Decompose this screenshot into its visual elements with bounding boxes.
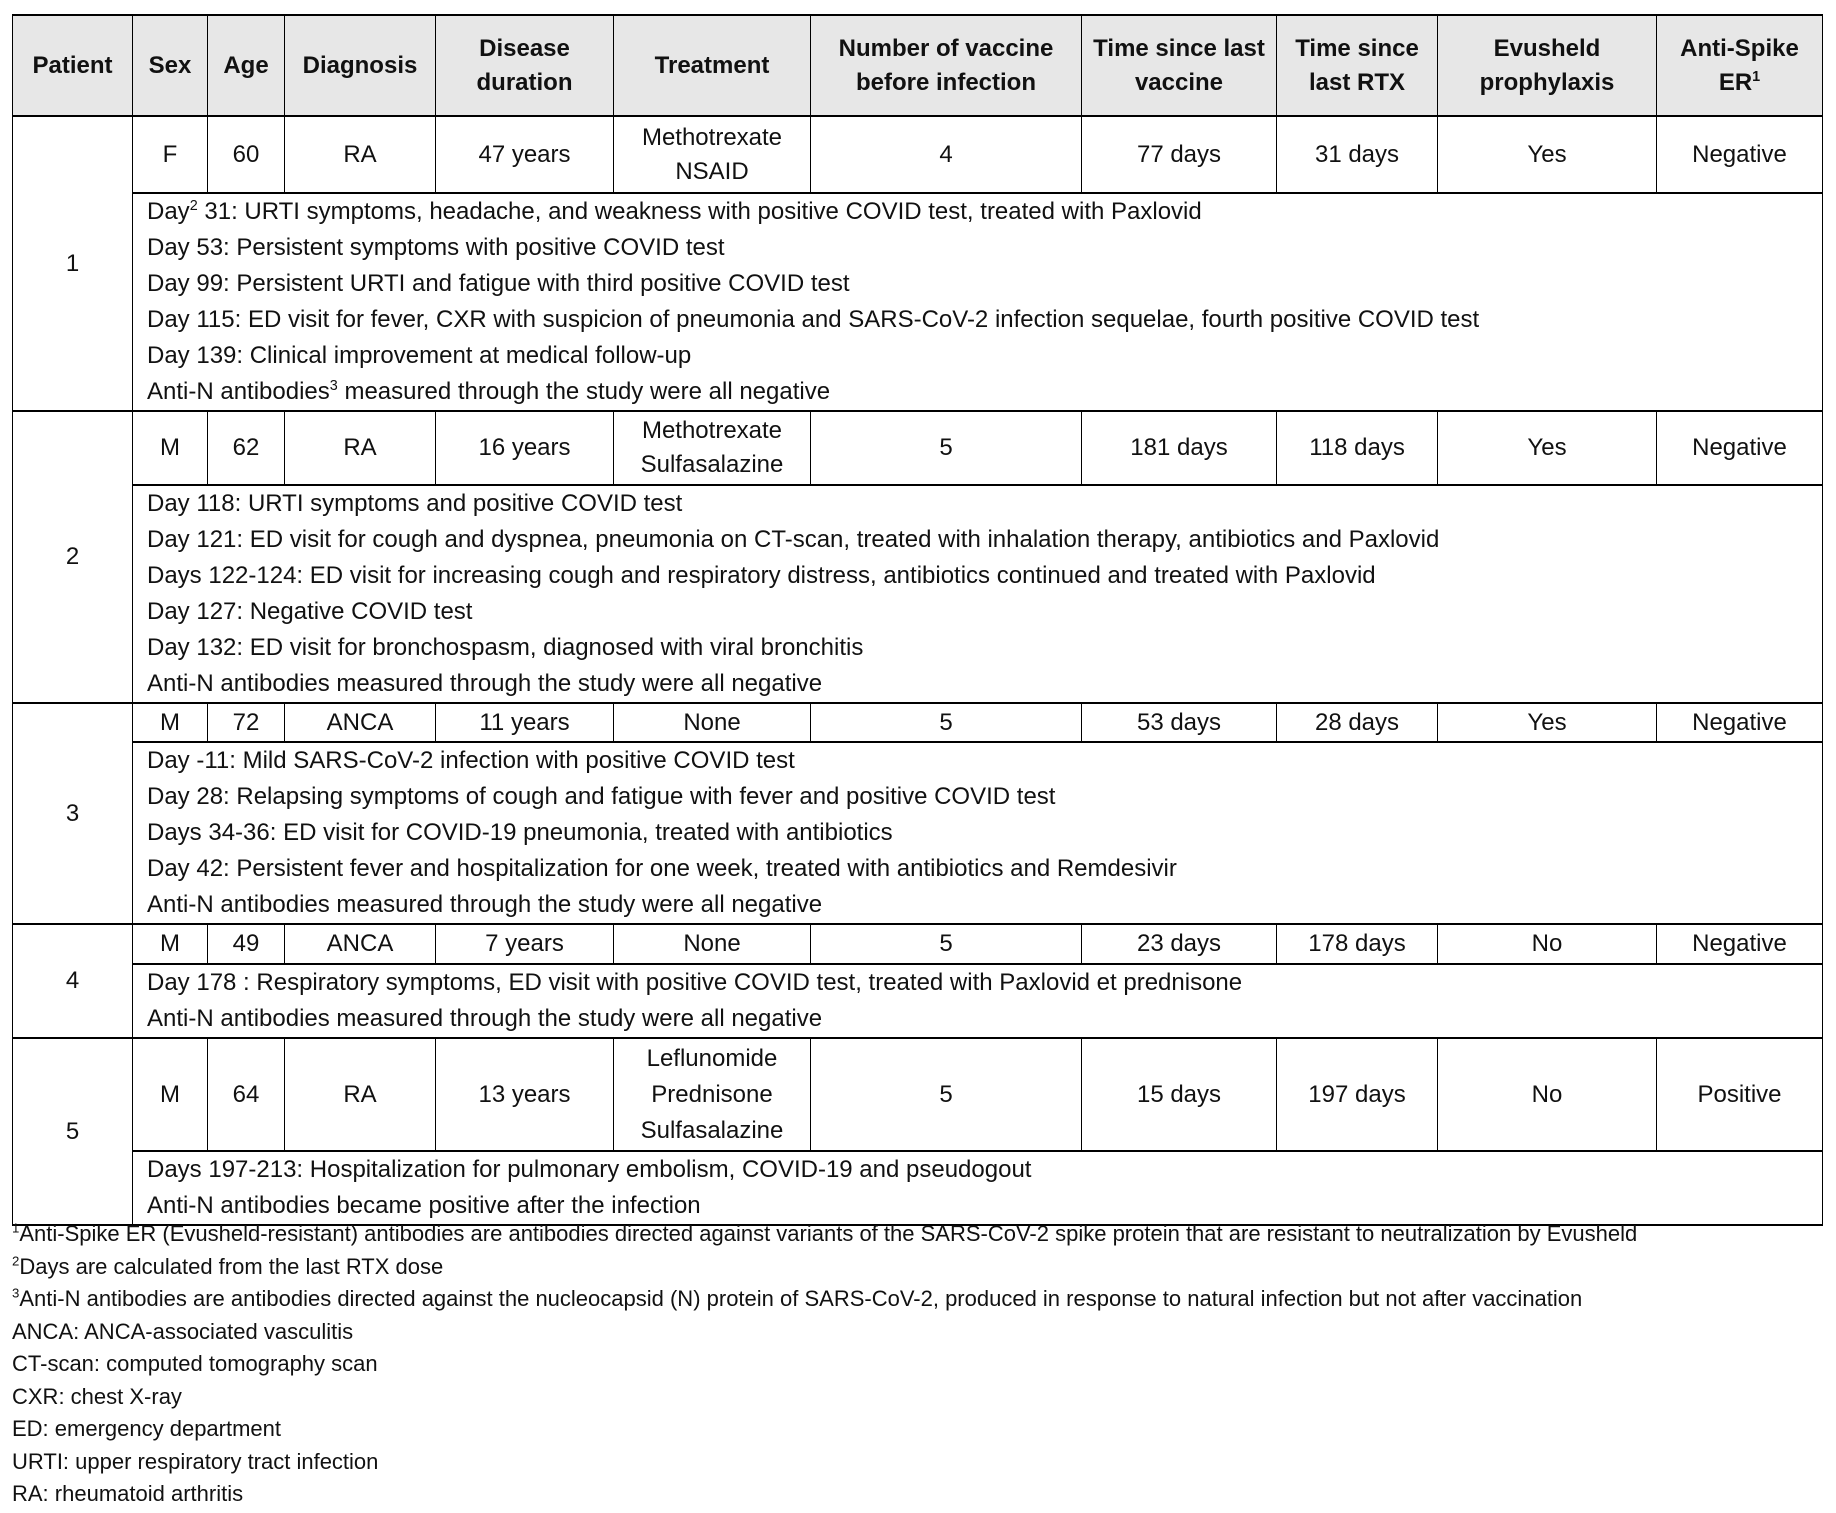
footnote-text: URTI: upper respiratory tract infection <box>12 1448 379 1474</box>
age-cell: 49 <box>208 924 285 964</box>
note-text: Days 34-36: ED visit for COVID-19 pneumonia, treated with antibiotics <box>147 819 893 846</box>
note-text: Day 118: URTI symptoms and positive COVID test <box>147 490 683 517</box>
footnote-line <box>12 1413 1637 1446</box>
treatment-item: Methotrexate <box>641 123 783 151</box>
table-row <box>13 924 1823 964</box>
age-cell: 60 <box>208 116 285 193</box>
diagnosis-cell: RA <box>285 116 436 193</box>
vaccine-count-cell: 5 <box>811 924 1082 964</box>
footnote-text: Days are calculated from the last RTX dose <box>19 1253 444 1279</box>
treatment-item: Methotrexate <box>641 417 783 444</box>
footnote-ref: 3 <box>329 378 338 394</box>
note-text: Anti-N antibodies became positive after the infection <box>147 1192 701 1219</box>
note-line <box>147 266 1822 302</box>
note-text: Days 122-124: ED visit for increasing cough and respiratory distress, antibiotics continued and treated with Paxlovid <box>147 562 1376 589</box>
table-header-row <box>13 15 1823 116</box>
header-sex: Sex <box>133 15 208 116</box>
footnote-text: CT-scan: computed tomography scan <box>12 1351 378 1376</box>
footnote-text: CXR: chest X-ray <box>12 1383 182 1409</box>
treatment-item: Sulfasalazine <box>640 1116 784 1144</box>
note-text: 31: URTI symptoms, headache, and weakness with positive COVID test, treated with Paxlovid <box>197 198 1202 225</box>
disease-duration-cell: 7 years <box>436 924 614 964</box>
table-row <box>13 411 1823 485</box>
footnote-text: ED: emergency department <box>12 1416 282 1441</box>
note-text: Day 132: ED visit for bronchospasm, diagnosed with viral bronchitis <box>147 634 864 661</box>
footnote-text: RA: rheumatoid arthritis <box>12 1481 244 1506</box>
time-since-vaccine-cell: 15 days <box>1082 1038 1277 1151</box>
sex-cell: M <box>133 411 208 485</box>
anti-spike-cell: Negative <box>1657 116 1823 193</box>
header-age: Age <box>208 15 285 116</box>
note-text: measured through the study were all negative <box>337 378 831 405</box>
note-text: Day 178 : Respiratory symptoms, ED visit with positive COVID test, treated with Paxlovid et prednisone <box>147 969 1243 996</box>
vaccine-count-cell: 5 <box>811 1038 1082 1151</box>
disease-duration-cell: 11 years <box>436 703 614 742</box>
diagnosis-cell: RA <box>285 411 436 485</box>
note-line <box>147 630 1822 666</box>
note-text: Day 127: Negative COVID test <box>147 598 473 625</box>
treatment-cell <box>614 411 811 485</box>
note-line <box>147 594 1822 630</box>
footnote-ref: 1 <box>1752 68 1761 85</box>
footnote-line <box>12 1251 1637 1284</box>
age-cell: 64 <box>208 1038 285 1151</box>
age-cell: 72 <box>208 703 285 742</box>
treatment-item: Leflunomide <box>646 1044 778 1072</box>
patient-id-cell: 1 <box>13 116 133 411</box>
patient-id-cell: 2 <box>13 411 133 703</box>
header-treatment: Treatment <box>614 15 811 116</box>
time-since-vaccine-cell: 181 days <box>1082 411 1277 485</box>
note-line <box>147 302 1822 338</box>
table-row <box>13 703 1823 742</box>
note-text: Day 53: Persistent symptoms with positive COVID test <box>147 234 725 261</box>
patient-id-cell: 4 <box>13 924 133 1038</box>
note-line <box>147 887 1822 923</box>
disease-duration-cell: 16 years <box>436 411 614 485</box>
disease-duration-cell: 13 years <box>436 1038 614 1151</box>
note-line <box>147 486 1822 522</box>
time-since-rtx-cell: 197 days <box>1277 1038 1438 1151</box>
footnote-line <box>12 1348 1637 1381</box>
patient-table <box>12 14 1823 1226</box>
note-prefix: Day <box>147 198 190 225</box>
diagnosis-cell: ANCA <box>285 703 436 742</box>
header-patient: Patient <box>13 15 133 116</box>
header-diagnosis: Diagnosis <box>285 15 436 116</box>
anti-spike-cell: Negative <box>1657 411 1823 485</box>
time-since-rtx-cell: 28 days <box>1277 703 1438 742</box>
header-disease-duration: Disease duration <box>436 15 614 116</box>
footnote-number: 2 <box>12 1253 20 1269</box>
anti-spike-cell: Negative <box>1657 924 1823 964</box>
clinical-course-notes <box>133 742 1823 924</box>
notes-row <box>13 485 1823 703</box>
table-row <box>13 116 1823 193</box>
time-since-vaccine-cell: 53 days <box>1082 703 1277 742</box>
vaccine-count-cell: 4 <box>811 116 1082 193</box>
evusheld-cell: Yes <box>1438 703 1657 742</box>
vaccine-count-cell: 5 <box>811 703 1082 742</box>
diagnosis-cell: RA <box>285 1038 436 1151</box>
footnote-line <box>12 1446 1637 1479</box>
treatment-cell <box>614 703 811 742</box>
note-line <box>147 815 1822 851</box>
note-line <box>147 374 1822 410</box>
treatment-cell <box>614 924 811 964</box>
note-line <box>147 779 1822 815</box>
evusheld-cell: No <box>1438 1038 1657 1151</box>
footnote-ref: 2 <box>189 198 198 214</box>
note-text: Day 139: Clinical improvement at medical follow-up <box>147 342 692 369</box>
time-since-vaccine-cell: 77 days <box>1082 116 1277 193</box>
note-line <box>147 743 1822 779</box>
footnote-line <box>12 1218 1637 1251</box>
sex-cell: M <box>133 1038 208 1151</box>
evusheld-cell: No <box>1438 924 1657 964</box>
header-vaccine-count: Number of vaccine before infection <box>811 15 1082 116</box>
header-time-since-vaccine: Time since last vaccine <box>1082 15 1277 116</box>
anti-spike-cell: Negative <box>1657 703 1823 742</box>
age-cell: 62 <box>208 411 285 485</box>
note-line <box>147 522 1822 558</box>
treatment-item: Prednisone <box>651 1080 773 1108</box>
clinical-course-notes <box>133 1151 1823 1225</box>
table-row <box>13 1038 1823 1151</box>
note-text: Anti-N antibodies measured through the study were all negative <box>147 891 823 918</box>
note-text: Anti-N antibodies measured through the study were all negative <box>147 670 823 697</box>
note-line <box>147 230 1822 266</box>
footnote-line <box>12 1478 1637 1511</box>
note-line <box>147 851 1822 887</box>
clinical-course-notes <box>133 485 1823 703</box>
evusheld-cell: Yes <box>1438 411 1657 485</box>
footnote-line <box>12 1316 1637 1349</box>
footnote-text: Anti-Spike ER (Evusheld-resistant) antibodies are antibodies directed against variants of the SARS-CoV-2 spike protein that are resistant to neutralization by Evusheld <box>19 1221 1638 1246</box>
header-evusheld: Evusheld prophylaxis <box>1438 15 1657 116</box>
treatment-item: None <box>683 930 741 957</box>
time-since-vaccine-cell: 23 days <box>1082 924 1277 964</box>
sex-cell: M <box>133 703 208 742</box>
clinical-course-notes <box>133 193 1823 411</box>
note-text: Day 42: Persistent fever and hospitalization for one week, treated with antibiotics and Remdesivir <box>147 855 1177 882</box>
sex-cell: M <box>133 924 208 964</box>
diagnosis-cell: ANCA <box>285 924 436 964</box>
time-since-rtx-cell: 31 days <box>1277 116 1438 193</box>
footnote-number: 3 <box>12 1285 20 1301</box>
footnotes <box>12 1218 1637 1511</box>
note-line <box>147 1001 1822 1037</box>
note-line <box>147 558 1822 594</box>
treatment-item: Sulfasalazine <box>640 451 784 478</box>
treatment-item: None <box>683 708 741 736</box>
time-since-rtx-cell: 178 days <box>1277 924 1438 964</box>
footnote-number: 1 <box>12 1220 20 1236</box>
notes-row <box>13 1151 1823 1225</box>
note-line <box>147 338 1822 374</box>
note-text: Day -11: Mild SARS-CoV-2 infection with positive COVID test <box>147 747 795 774</box>
footnote-line <box>12 1381 1637 1414</box>
evusheld-cell: Yes <box>1438 116 1657 193</box>
sex-cell: F <box>133 116 208 193</box>
disease-duration-cell: 47 years <box>436 116 614 193</box>
patient-id-cell: 3 <box>13 703 133 924</box>
note-text: Days 197-213: Hospitalization for pulmonary embolism, COVID-19 and pseudogout <box>147 1156 1032 1183</box>
note-prefix: Anti-N antibodies <box>147 378 330 405</box>
header-anti-spike <box>1657 15 1823 116</box>
patient-id-cell: 5 <box>13 1038 133 1225</box>
note-text: Day 28: Relapsing symptoms of cough and fatigue with fever and positive COVID test <box>147 783 1056 810</box>
treatment-cell <box>614 116 811 193</box>
header-anti-spike-label: Anti-Spike ER <box>1680 34 1799 96</box>
note-text: Day 115: ED visit for fever, CXR with suspicion of pneumonia and SARS-CoV-2 infection sequelae, fourth positive COVID test <box>147 306 1480 333</box>
header-time-since-rtx: Time since last RTX <box>1277 15 1438 116</box>
note-line <box>147 666 1822 702</box>
footnote-text: ANCA: ANCA-associated vasculitis <box>12 1318 354 1344</box>
notes-row <box>13 964 1823 1038</box>
footnote-text: Anti-N antibodies are antibodies directed against the nucleocapsid (N) protein of SARS-CoV-2, produced in response to natural infection but not after vaccination <box>19 1286 1583 1311</box>
notes-row <box>13 742 1823 924</box>
note-text: Anti-N antibodies measured through the study were all negative <box>147 1005 823 1032</box>
anti-spike-cell: Positive <box>1657 1038 1823 1151</box>
clinical-course-notes <box>133 964 1823 1038</box>
vaccine-count-cell: 5 <box>811 411 1082 485</box>
note-line <box>147 965 1822 1001</box>
note-line <box>147 194 1822 230</box>
note-text: Day 99: Persistent URTI and fatigue with third positive COVID test <box>147 270 850 297</box>
treatment-cell <box>614 1038 811 1151</box>
note-line <box>147 1152 1822 1188</box>
notes-row <box>13 193 1823 411</box>
footnote-line <box>12 1283 1637 1316</box>
time-since-rtx-cell: 118 days <box>1277 411 1438 485</box>
note-text: Day 121: ED visit for cough and dyspnea, pneumonia on CT-scan, treated with inhalation therapy, antibiotics and Paxlovid <box>147 526 1440 553</box>
treatment-item: NSAID <box>675 157 749 185</box>
